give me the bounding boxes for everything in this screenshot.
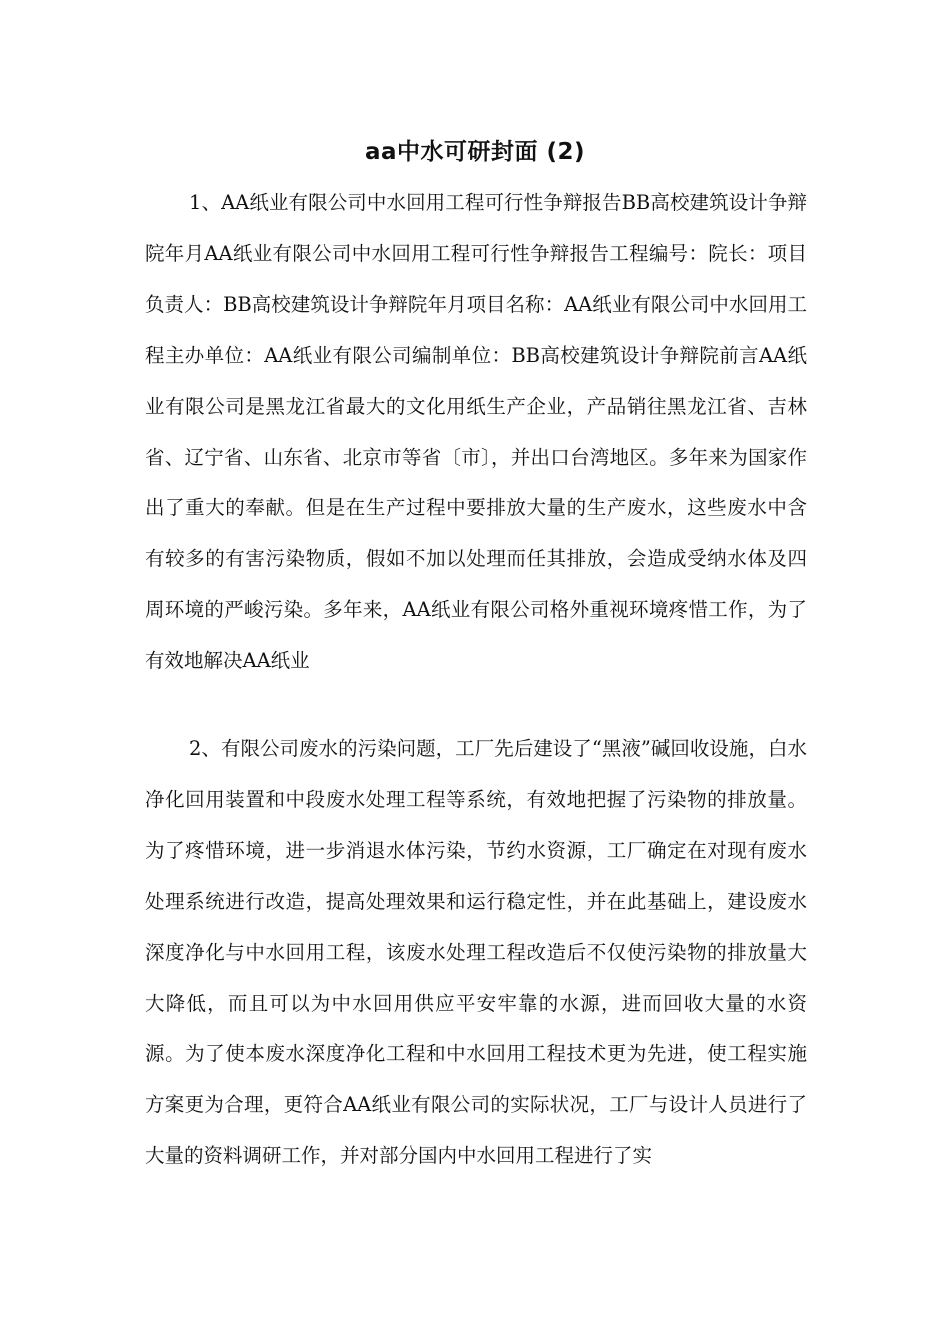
paragraph-2: 2、有限公司废水的污染问题，工厂先后建设了“黑液”碱回收设施，白水净化回用装置和中段废水处理工程等系统，有效地把握了污染物的排放量。为了疼惜环境，进一步消退水体污染，节约水资源，工厂确定在对现有废水处理系统进行改造，提高处理效果和运行稳定性，并在此基础上，建设废水深度净化与中水回用工程，该废水处理工程改造后不仅使污染物的排放量大大降低，而且可以为中水回用供应平安牢靠的水源，进而回收大量的水资源。为了使本废水深度净化工程和中水回用工程技术更为先进，使工程实施方案更为合理，更符合AA纸业有限公司的实际状况，工厂与设计人员进行了大量的资料调研工作，并对部分国内中水回用工程进行了实	[145, 737, 807, 1168]
document-title: aa中水可研封面 (2)	[364, 139, 586, 165]
paragraph-1: 1、AA纸业有限公司中水回用工程可行性争辩报告BB高校建筑设计争辩院年月AA纸业有限公司中水回用工程可行性争辩报告工程编号：院长：项目负责人：BB高校建筑设计争辩院年月项目名称：AA纸业有限公司中水回用工程主办单位：AA纸业有限公司编制单位：BB高校建筑设计争辩院前言AA纸业有限公司是黑龙江省最大的文化用纸生产企业，产品销往黑龙江省、吉林省、辽宁省、山东省、北京市等省〔市〕，并出口台湾地区。多年来为国家作出了重大的奉献。但是在生产过程中要排放大量的生产废水，这些废水中含有较多的有害污染物质，假如不加以处理而任其排放，会造成受纳水体及四周环境的严峻污染。多年来，AA纸业有限公司格外重视环境疼惜工作，为了有效地解决AA纸业	[145, 191, 807, 673]
